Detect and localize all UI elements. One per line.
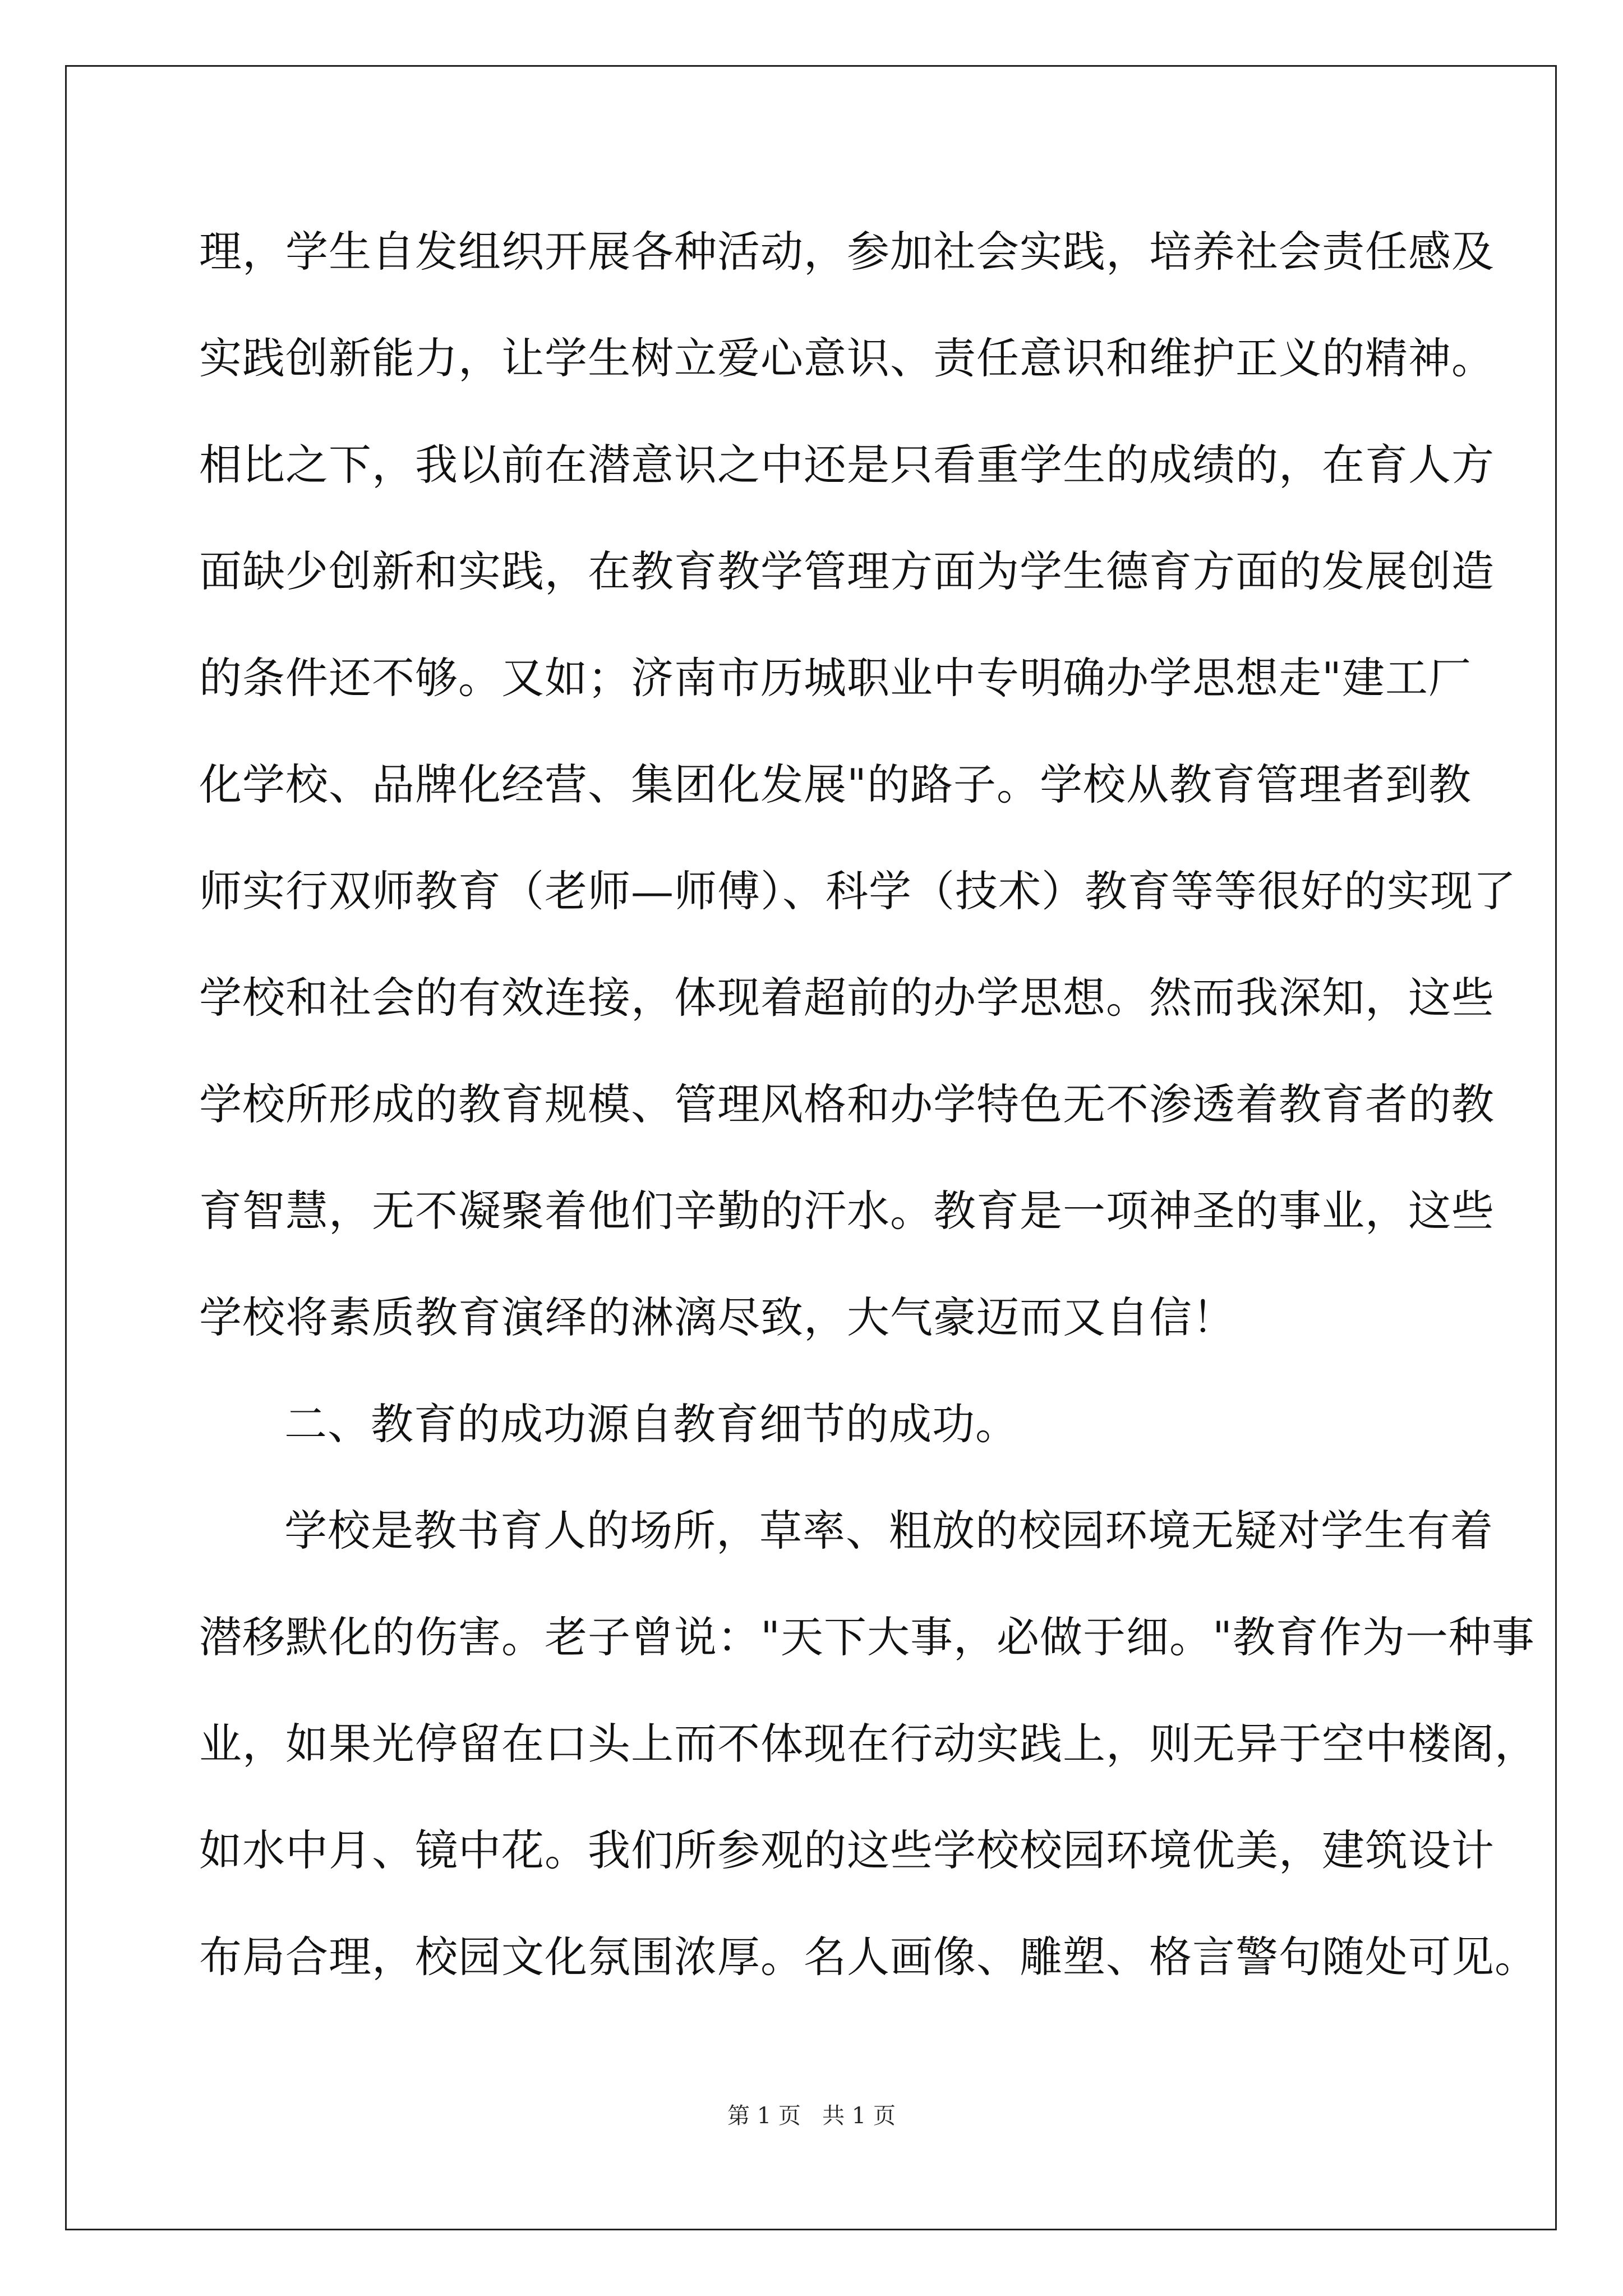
text-line: 师实行双师教育（老师—师傅）、科学（技术）教育等等很好的实现了 — [199, 866, 1516, 916]
page-footer: 第 1 页 共 1 页 — [727, 2103, 896, 2129]
text-line: 学校和社会的有效连接，体现着超前的办学思想。然而我深知，这些 — [199, 973, 1495, 1023]
text-line: 理，学生自发组织开展各种活动，参加社会实践，培养社会责任感及 — [199, 227, 1495, 277]
document-body — [199, 222, 1538, 2033]
text-line: 的条件还不够。又如；济南市历城职业中专明确办学思想走"建工厂 — [199, 653, 1472, 703]
paragraph-start-line: 学校是教书育人的场所，草率、粗放的校园环境无疑对学生有着 — [284, 1506, 1493, 1556]
text-line: 业，如果光停留在口头上而不体现在行动实践上，则无异于空中楼阁， — [199, 1719, 1538, 1769]
text-line: 学校所形成的教育规模、管理风格和办学特色无不渗透着教育者的教 — [199, 1079, 1495, 1129]
text-line: 相比之下，我以前在潜意识之中还是只看重学生的成绩的，在育人方 — [199, 440, 1495, 490]
text-line: 实践创新能力，让学生树立爱心意识、责任意识和维护正义的精神。 — [199, 333, 1495, 383]
section-heading: 二、教育的成功源自教育细节的成功。 — [284, 1399, 1018, 1449]
text-line: 布局合理，校园文化氛围浓厚。名人画像、雕塑、格言警句随处可见。 — [199, 1932, 1538, 1982]
text-line: 学校将素质教育演绎的淋漓尽致，大气豪迈而又自信！ — [199, 1292, 1235, 1342]
text-line: 化学校、品牌化经营、集团化发展"的路子。学校从教育管理者到教 — [199, 760, 1472, 809]
text-line: 面缺少创新和实践，在教育教学管理方面为学生德育方面的发展创造 — [199, 546, 1495, 596]
text-line: 如水中月、镜中花。我们所参观的这些学校校园环境优美，建筑设计 — [199, 1825, 1495, 1875]
text-line: 潜移默化的伤害。老子曾说："天下大事，必做于细。"教育作为一种事 — [199, 1612, 1535, 1662]
text-line: 育智慧，无不凝聚着他们辛勤的汗水。教育是一项神圣的事业，这些 — [199, 1186, 1495, 1236]
